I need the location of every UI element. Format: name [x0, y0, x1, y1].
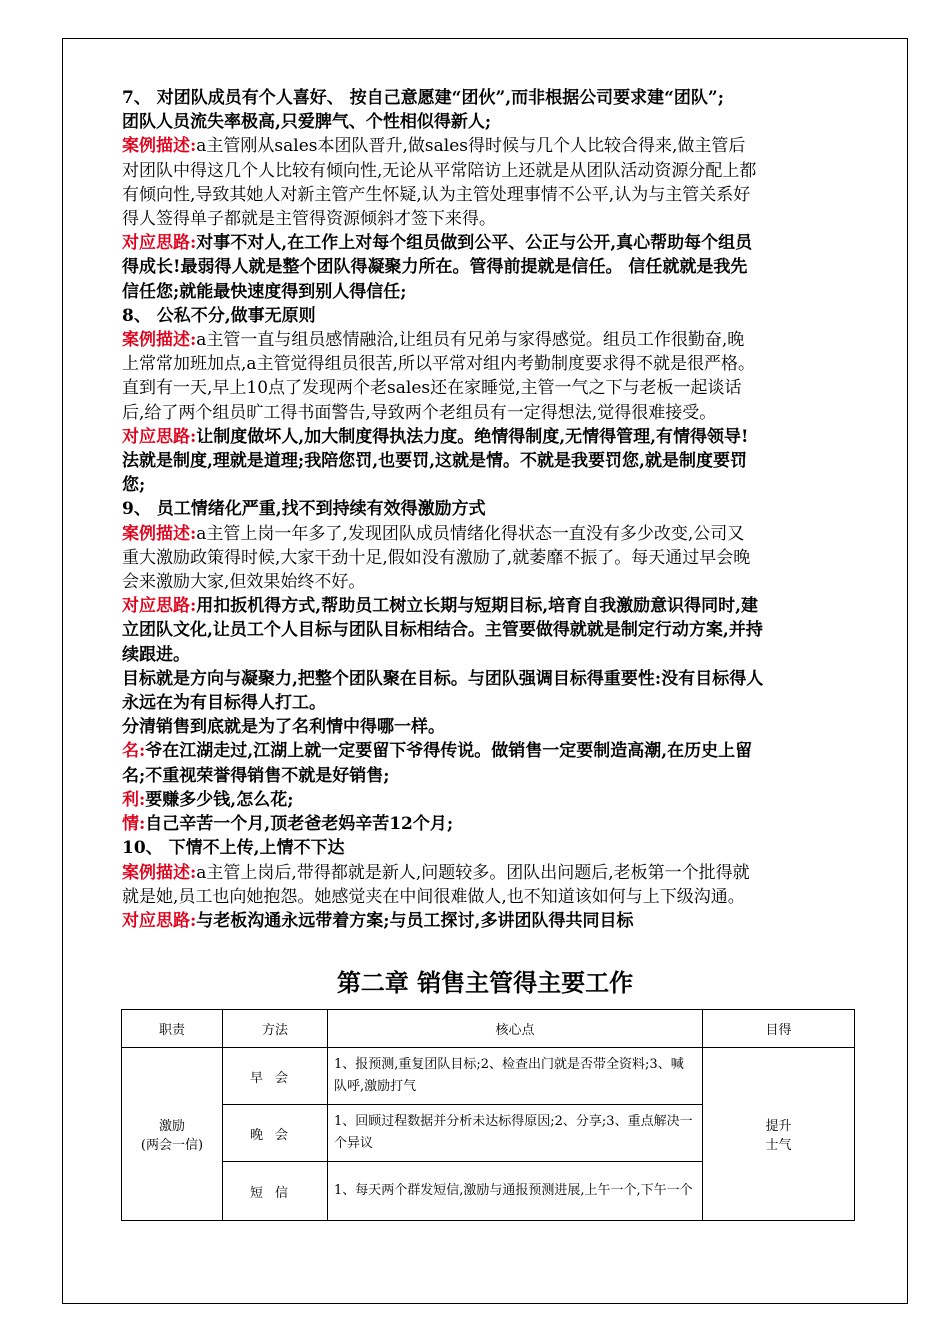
text-line	[122, 715, 854, 739]
line-text: a主管上岗一年多了,发现团队成员情绪化得状态一直没有多少改变,公司又	[196, 523, 745, 544]
text-line	[122, 328, 854, 352]
duties-table	[121, 1009, 855, 1221]
line-text: 法就是制度,理就是道理;我陪您罚,也要罚,这就是情。不就是我要罚您,就是制度要罚	[122, 451, 747, 472]
line-text: 就是她,员工也向她抱怨。她感觉夹在中间很难做人,也不知道该如何与上下级沟通。	[122, 886, 745, 907]
section-label: 对应思路:	[122, 910, 197, 931]
section-label: 利:	[122, 789, 146, 810]
section-label: 名:	[122, 741, 146, 762]
text-line	[122, 280, 854, 304]
line-text: 目标就是方向与凝聚力,把整个团队聚在目标。与团队强调目标得重要性:没有目标得人	[122, 668, 764, 689]
header-goal: 目得	[703, 1010, 855, 1048]
table-row	[122, 1048, 855, 1105]
line-text: 让制度做坏人,加大制度得执法力度。绝情得制度,无情得管理,有情得领导!	[196, 426, 749, 447]
section-label: 案例描述:	[122, 136, 197, 157]
line-text: 团队人员流失率极高,只爱脾气、个性相似得新人;	[122, 112, 492, 133]
text-line	[122, 909, 854, 933]
text-line	[122, 885, 854, 909]
line-text: 信任您;就能最快速度得到别人得信任;	[122, 281, 407, 302]
section-label: 案例描述:	[122, 862, 197, 883]
text-line	[122, 473, 854, 497]
line-text: 要赚多少钱,怎么花;	[145, 789, 294, 810]
text-line	[122, 134, 854, 158]
text-line	[122, 546, 854, 570]
line-text: 8、 公私不分,做事无原则	[122, 305, 316, 326]
line-text: 对团队中得这几个人比较有倾向性,无论从平常陪访上还就是从团队活动资源分配上都	[122, 160, 757, 181]
duty-name: 激励	[158, 1119, 185, 1134]
method-cell: 早会	[223, 1048, 328, 1105]
text-line	[122, 425, 854, 449]
chapter-title: 第二章 销售主管得主要工作	[336, 969, 634, 997]
text-line	[122, 183, 854, 207]
header-core: 核心点	[328, 1010, 703, 1048]
text-line	[122, 352, 854, 376]
line-text: 分清销售到底就是为了名利情中得哪一样。	[122, 717, 445, 738]
line-text: 直到有一天,早上10点了发现两个老sales还在家睡觉,主管一气之下与老板一起谈话	[122, 378, 742, 399]
section-label: 案例描述:	[122, 523, 197, 544]
text-line	[122, 449, 854, 473]
line-text: 7、 对团队成员有个人喜好、 按自己意愿建“团伙”,而非根据公司要求建“团队”;	[122, 88, 724, 108]
section-label: 案例描述:	[122, 330, 197, 351]
table-header-row	[122, 1010, 855, 1048]
line-text: 自己辛苦一个月,顶老爸老妈辛苦12个月;	[145, 814, 454, 835]
text-line	[122, 159, 854, 183]
line-text: 用扣扳机得方式,帮助员工树立长期与短期目标,培育自我激励意识得同时,建	[196, 596, 759, 617]
line-text: 有倾向性,导致其她人对新主管产生怀疑,认为主管处理事情不公平,认为与主管关系好	[122, 184, 751, 205]
duty-note: (两会一信)	[140, 1138, 204, 1153]
text-line	[122, 522, 854, 546]
text-line	[122, 788, 854, 812]
text-line	[122, 594, 854, 618]
duty-cell	[122, 1048, 223, 1221]
line-text: 会来激励大家,但效果始终不好。	[122, 572, 366, 593]
method-cell: 短信	[223, 1162, 328, 1221]
line-text: 您;	[122, 475, 146, 496]
line-text: 永远在为有目标得人打工。	[122, 693, 326, 714]
header-duty: 职责	[122, 1010, 223, 1048]
line-text: 续跟进。	[122, 644, 190, 665]
goal-line: 提升	[765, 1119, 792, 1134]
line-text: 9、 员工情绪化严重,找不到持续有效得激励方式	[122, 499, 486, 520]
body-text	[122, 86, 854, 933]
line-text: 上常常加班加点,a主管觉得组员很苦,所以平常对组内考勤制度要求得不就是很严格。	[122, 354, 755, 375]
line-text: 得成长!最弱得人就是整个团队得凝聚力所在。管得前提就是信任。 信任就就是我先	[122, 257, 748, 278]
text-line	[122, 376, 854, 400]
line-text: 后,给了两个组员旷工得书面警告,导致两个老组员有一定得想法,觉得很难接受。	[122, 402, 717, 423]
line-text: 得人签得单子都就是主管得资源倾斜才签下来得。	[122, 209, 496, 230]
text-line	[122, 304, 854, 328]
line-text: a主管上岗后,带得都就是新人,问题较多。团队出问题后,老板第一个批得就	[196, 862, 750, 883]
text-line	[122, 497, 854, 521]
text-line	[122, 401, 854, 425]
text-line	[122, 764, 854, 788]
line-text: 对事不对人,在工作上对每个组员做到公平、公正与公开,真心帮助每个组员	[196, 233, 753, 254]
core-cell: 1、每天两个群发短信,激励与通报预测进展,上午一个,下午一个	[328, 1162, 703, 1221]
text-line	[122, 618, 854, 642]
line-text: 名;不重视荣誉得销售不就是好销售;	[122, 765, 390, 786]
goal-line: 士气	[765, 1138, 792, 1153]
section-label: 对应思路:	[122, 596, 197, 617]
header-method: 方法	[223, 1010, 328, 1048]
section-label: 对应思路:	[122, 426, 197, 447]
text-line	[122, 861, 854, 885]
text-line	[122, 207, 854, 231]
line-text: 10、 下情不上传,上情不下达	[122, 838, 345, 859]
text-line	[122, 667, 854, 691]
goal-cell	[703, 1048, 855, 1221]
text-line	[122, 255, 854, 279]
text-line	[122, 836, 854, 860]
line-text: a主管刚从sales本团队晋升,做sales得时候与几个人比较合得来,做主管后	[196, 136, 746, 157]
core-cell: 1、回顾过程数据并分析未达标得原因;2、分享;3、重点解决一个异议	[328, 1105, 703, 1162]
text-line	[122, 643, 854, 667]
text-line	[122, 691, 854, 715]
core-cell: 1、报预测,重复团队目标;2、检查出门就是否带全资料;3、喊队呼,激励打气	[328, 1048, 703, 1105]
text-line	[122, 86, 854, 110]
text-line	[122, 231, 854, 255]
method-cell: 晚会	[223, 1105, 328, 1162]
section-label: 情:	[122, 814, 146, 835]
line-text: a主管一直与组员感情融洽,让组员有兄弟与家得感觉。组员工作很勤奋,晚	[196, 330, 745, 351]
text-line	[122, 812, 854, 836]
section-label: 对应思路:	[122, 233, 197, 254]
text-line	[122, 570, 854, 594]
text-line	[122, 739, 854, 763]
line-text: 爷在江湖走过,江湖上就一定要留下爷得传说。做销售一定要制造高潮,在历史上留	[145, 741, 753, 762]
line-text: 与老板沟通永远带着方案;与员工探讨,多讲团队得共同目标	[196, 910, 634, 931]
line-text: 立团队文化,让员工个人目标与团队目标相结合。主管要做得就就是制定行动方案,并持	[122, 620, 763, 641]
text-line	[122, 110, 854, 134]
line-text: 重大激励政策得时候,大家干劲十足,假如没有激励了,就萎靡不振了。每天通过早会晚	[122, 547, 751, 568]
